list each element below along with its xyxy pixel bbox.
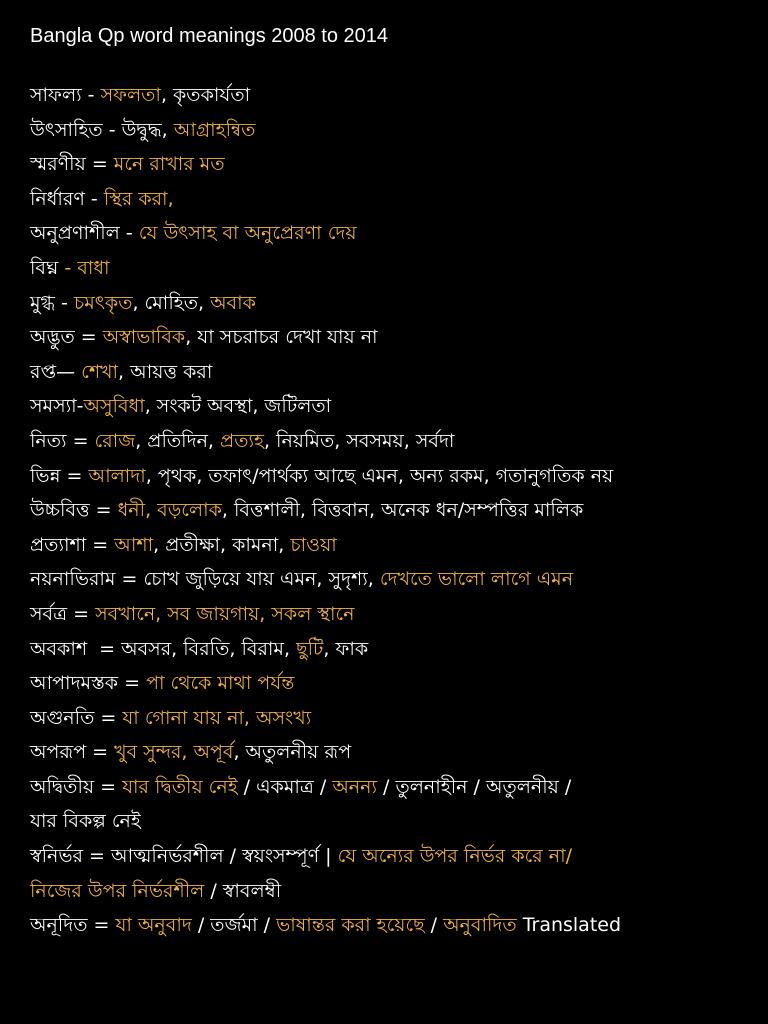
highlighted-meaning: প্রত্যহ <box>220 429 264 452</box>
entry-text: Translated <box>516 914 622 937</box>
entry-text: অদ্বিতীয় = <box>30 775 123 798</box>
entry-text: / তর্জমা / <box>191 914 277 937</box>
highlighted-meaning: যা গোনা যায় না, অসংখ্য <box>122 706 312 729</box>
entry-text: রপ্ত— <box>30 360 82 383</box>
word-entry <box>30 355 738 390</box>
word-entry <box>30 735 738 770</box>
entry-text: প্রত্যাশা = <box>30 533 115 556</box>
highlighted-meaning: মনে রাখার মত <box>113 153 225 176</box>
word-entry <box>30 597 738 632</box>
word-entry <box>30 147 738 182</box>
entry-text: অবকাশ = অবসর, বিরতি, বিরাম, <box>30 637 297 660</box>
entry-text: অনূদিত = <box>30 914 116 937</box>
highlighted-meaning: যে উৎসাহ বা অনুপ্রেরণা দেয় <box>138 222 357 245</box>
highlighted-meaning: স্থির করা, <box>103 187 174 210</box>
entry-text: উচ্চবিত্ত = <box>30 499 118 522</box>
highlighted-meaning: অনন্য <box>332 775 377 798</box>
entry-text: ভিন্ন = <box>30 464 89 487</box>
entry-text: মুগ্ধ - <box>30 291 74 314</box>
entry-text: , নিয়মিত, সবসময়, সর্বদা <box>263 429 455 452</box>
entry-text: আপাদমস্তক = <box>30 672 147 695</box>
word-entry <box>30 701 738 736</box>
word-entry <box>30 424 738 459</box>
highlighted-meaning: আলাদা <box>88 464 146 487</box>
highlighted-meaning: যে অন্যের উপর নির্ভর করে না/ <box>337 845 572 868</box>
word-entry <box>30 632 738 667</box>
entry-text: / <box>424 914 444 937</box>
entry-text: , আয়ত্ত করা <box>118 360 213 383</box>
highlighted-meaning: যা অনুবাদ <box>115 914 192 937</box>
entry-text: স্বনির্ভর = আত্মনির্ভরশীল / স্বয়ংসম্পূর্ণ | <box>30 845 338 868</box>
word-entry <box>30 493 738 528</box>
word-entry <box>30 78 738 113</box>
highlighted-meaning: শেখা <box>81 360 119 383</box>
word-entry <box>30 182 738 217</box>
word-entry <box>30 908 738 943</box>
word-entry <box>30 251 738 286</box>
word-meaning-list <box>30 78 738 943</box>
entry-text: / স্বাবলম্বী <box>204 879 282 902</box>
highlighted-meaning: অনুবাদিত <box>443 914 517 937</box>
word-entry <box>30 562 738 597</box>
entry-text: সমস্যা- <box>30 395 84 418</box>
highlighted-meaning: আশা <box>114 533 154 556</box>
highlighted-meaning: ভাষান্তর করা হয়েছে <box>276 914 425 937</box>
word-entry <box>30 320 738 355</box>
entry-text: , বিত্তশালী, বিত্তবান, অনেক ধন/সম্পত্তির মালিক <box>221 499 584 522</box>
entry-text: নয়নাভিরাম = চোখ জুড়িয়ে যায় এমন, সুদৃশ্য, <box>30 568 380 591</box>
word-entry <box>30 113 738 148</box>
highlighted-meaning: ধনী, বড়লোক <box>117 499 222 522</box>
entry-text: অপরূপ = <box>30 741 115 764</box>
word-entry <box>30 216 738 251</box>
entry-text: সাফল্য - <box>30 84 101 106</box>
highlighted-meaning: অস্বাভাবিক <box>102 326 186 349</box>
highlighted-meaning: অবাক <box>210 291 256 314</box>
word-entry <box>30 804 738 839</box>
highlighted-meaning: খুব সুন্দর, অপূর্ব <box>114 741 234 764</box>
entry-text: / তুলনাহীন / অতুলনীয় / <box>377 775 572 798</box>
word-entry <box>30 528 738 563</box>
word-entry <box>30 839 738 874</box>
word-entry <box>30 666 738 701</box>
entry-text: অনুপ্রণাশীল - <box>30 222 139 245</box>
highlighted-meaning: নিজের উপর নির্ভরশীল <box>30 879 205 902</box>
highlighted-meaning: সফলতা <box>100 84 161 106</box>
highlighted-meaning: চমৎকৃত <box>73 291 133 314</box>
word-entry <box>30 389 738 424</box>
word-entry <box>30 874 738 909</box>
highlighted-meaning: আগ্রাহন্বিত <box>173 118 256 141</box>
highlighted-meaning: যার দ্বিতীয় নেই <box>122 775 238 798</box>
highlighted-meaning: সবখানে, সব জায়গায়, সকল স্থানে <box>95 602 355 625</box>
entry-text: / একমাত্র / <box>237 775 333 798</box>
entry-text: বিঘ্ন <box>30 256 65 279</box>
entry-text: যার বিকল্প নেই <box>30 810 141 833</box>
entry-text: , সংকট অবস্থা, জটিলতা <box>144 395 332 418</box>
entry-text: , যা সচরাচর দেখা যায় না <box>185 326 378 349</box>
entry-text: , কৃতকার্যতা <box>160 84 251 106</box>
entry-text: নিত্য = <box>30 429 95 452</box>
entry-text: , মোহিত, <box>132 291 211 314</box>
entry-text: , ফাক <box>323 637 369 660</box>
entry-text: সর্বত্র = <box>30 602 96 625</box>
highlighted-meaning: পা থেকে মাথা পর্যন্ত <box>146 672 295 695</box>
entry-text: স্মরণীয় = <box>30 153 114 176</box>
entry-text: অদ্ভুত = <box>30 326 103 349</box>
page-title: Bangla Qp word meanings 2008 to 2014 <box>30 25 389 47</box>
entry-text: নির্ধারণ - <box>30 187 104 210</box>
highlighted-meaning: ছুটি <box>296 637 324 660</box>
highlighted-meaning: রোজ <box>94 429 136 452</box>
word-entry <box>30 459 738 494</box>
entry-text: , পৃথক, তফাৎ/পার্থক্য আছে এমন, অন্য রকম, গতানুগতিক নয় <box>145 464 614 487</box>
word-entry <box>30 770 738 805</box>
entry-text: , অতুলনীয় রূপ <box>233 741 352 764</box>
entry-text: অগুনতি = <box>30 706 123 729</box>
word-entry <box>30 286 738 321</box>
entry-text: , প্রতিদিন, <box>135 429 221 452</box>
highlighted-meaning: চাওয়া <box>290 533 337 556</box>
highlighted-meaning: - বাধা <box>64 256 110 279</box>
highlighted-meaning: দেখতে ভালো লাগে এমন <box>379 568 574 591</box>
entry-text: , প্রতীক্ষা, কামনা, <box>153 533 291 556</box>
entry-text: উৎসাহিত - উদ্বুদ্ধ, <box>30 118 174 141</box>
highlighted-meaning: অসুবিধা <box>83 395 145 418</box>
